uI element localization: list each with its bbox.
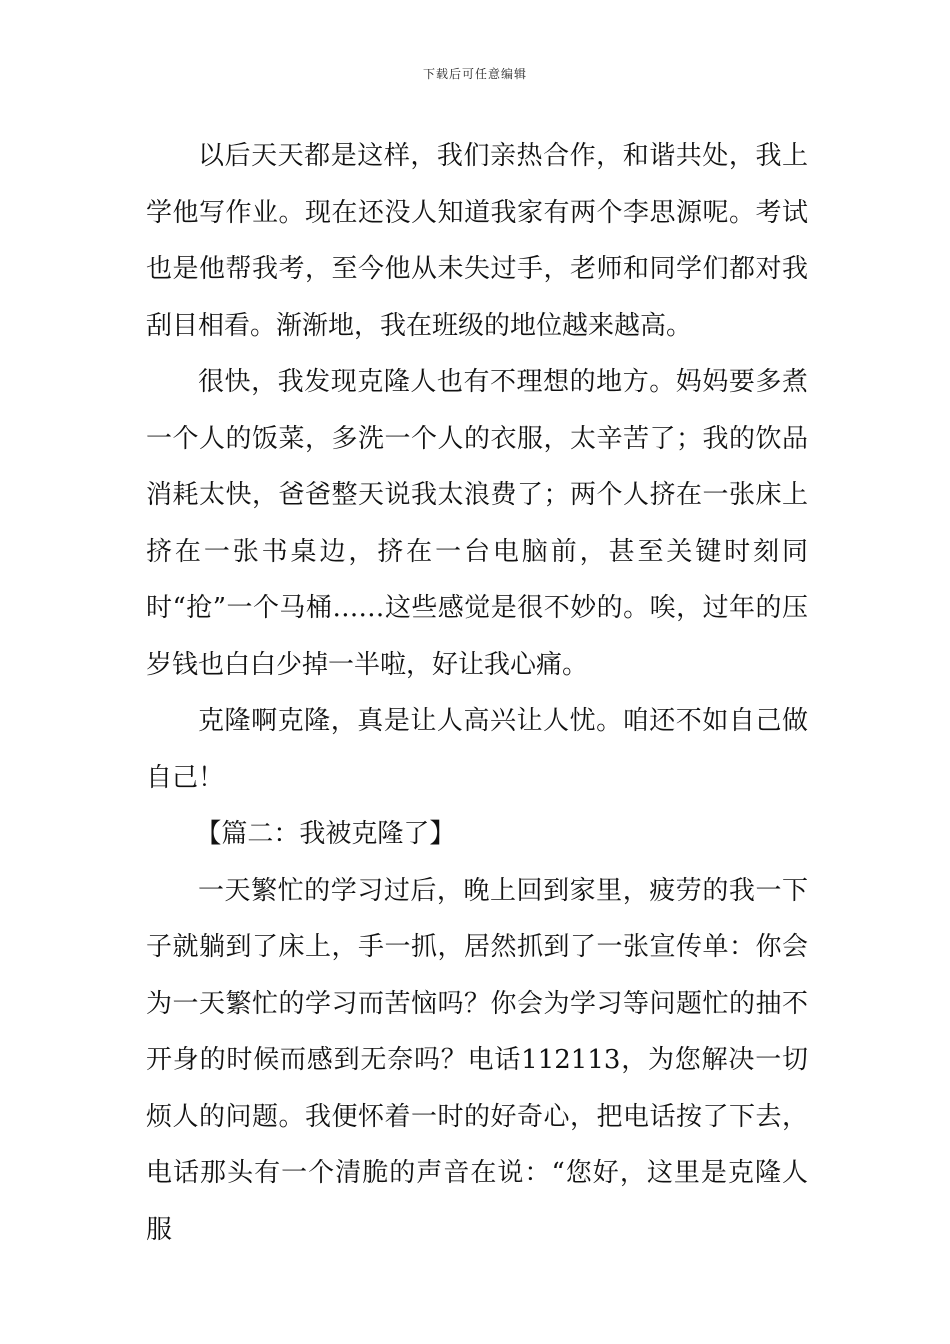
section-heading: 【篇二：我被克隆了】: [195, 819, 456, 849]
paragraph-3: 克隆啊克隆，真是让人高兴让人忧。咱还不如自己做自己！: [146, 706, 808, 793]
document-body: [146, 128, 808, 1258]
paragraph-2: 很快，我发现克隆人也有不理想的地方。妈妈要多煮一个人的饭菜，多洗一个人的衣服，太辛苦了；我的饮品消耗太快，爸爸整天说我太浪费了；两个人挤在一张床上挤在一张书桌边，挤在一台电脑前，甚至关键时刻同时“抢”一个马桶……这些感觉是很不妙的。唉，过年的压岁钱也白白少掉一半啦，好让我心痛。: [146, 367, 808, 680]
paragraph-1: 以后天天都是这样，我们亲热合作，和谐共处，我上学他写作业。现在还没人知道我家有两个李思源呢。考试也是他帮我考，至今他从未失过手，老师和同学们都对我刮目相看。渐渐地，我在班级的地位越来越高。: [146, 141, 808, 341]
section-paragraph-1: 一天繁忙的学习过后，晚上回到家里，疲劳的我一下子就躺到了床上，手一抓，居然抓到了一张宣传单：你会为一天繁忙的学习而苦恼吗？你会为学习等问题忙的抽不开身的时候而感到无奈吗？电话112113，为您解决一切烦人的问题。我便怀着一时的好奇心，把电话按了下去，电话那头有一个清脆的声音在说：“您好，这里是克隆人服: [146, 875, 808, 1245]
page-header: 下载后可任意编辑: [422, 67, 527, 81]
